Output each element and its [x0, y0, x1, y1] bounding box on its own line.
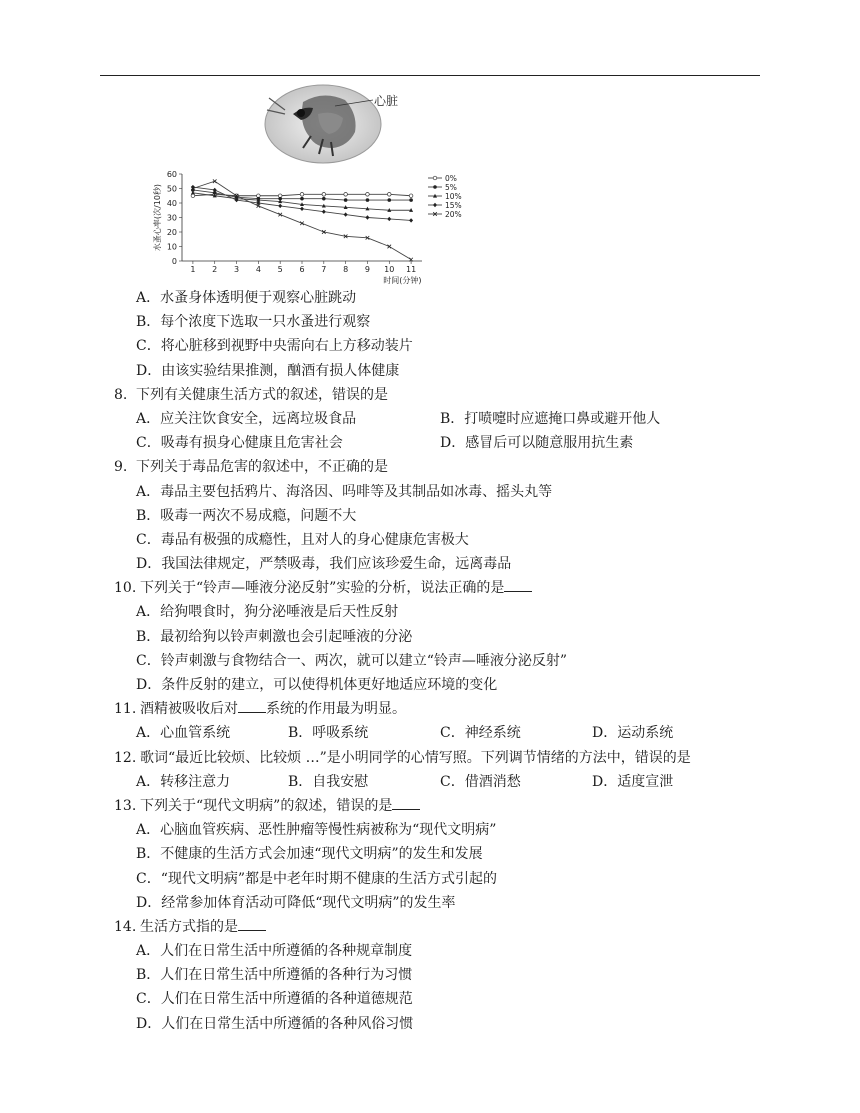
q10-text: 下列关于“铃声—唾液分泌反射”实验的分析，说法正确的是: [140, 580, 505, 597]
q14-option-d: D．人们在日常生活中所遵循的各种风俗习惯: [136, 1015, 414, 1032]
q8-stem: [114, 383, 754, 407]
legend-marker: [433, 176, 437, 180]
x-tick-label: 3: [233, 265, 240, 274]
x-tick-label: 11: [405, 265, 417, 274]
q13-answer-blank: [392, 795, 420, 810]
x-tick-label: 5: [277, 265, 283, 274]
y-tick-label: 50: [166, 184, 177, 194]
data-point: [387, 217, 391, 221]
q14-option-b: B．人们在日常生活中所遵循的各种行为习惯: [136, 967, 413, 984]
q8-option-b: B．打喷嚏时应遮掩口鼻或避开他人: [440, 410, 661, 427]
data-point: [344, 212, 348, 216]
q8-option-c: C．吸毒有损身心健康且危害社会: [136, 435, 343, 452]
q13-option-d: D．经常参加体育活动可降低“现代文明病”的发生率: [136, 894, 456, 911]
data-point: [387, 245, 391, 249]
water-flea-image: [263, 84, 423, 164]
data-point: [278, 213, 282, 217]
data-point: [191, 191, 195, 195]
data-point: [322, 197, 326, 201]
y-tick-label: 20: [166, 228, 177, 237]
q14-number: 14.: [114, 918, 137, 935]
data-point: [213, 188, 217, 192]
legend-label-4: 20%: [445, 210, 462, 219]
q14-text: 生活方式指的是: [140, 918, 238, 935]
q12-option-b: B．自我安慰: [288, 773, 369, 790]
q7-option-b: B．每个浓度下选取一只水蚤进行观察: [136, 314, 371, 331]
q12-option-a: A．转移注意力: [136, 773, 231, 790]
q11-text-after: 系统的作用最为明显。: [266, 701, 406, 718]
q13-option-a: A．心脑血管疾病、恶性肿瘤等慢性病被称为“现代文明病”: [136, 822, 497, 839]
data-point: [409, 194, 413, 198]
q14-option-c: C．人们在日常生活中所遵循的各种道德规范: [136, 991, 413, 1008]
q12-number: 12.: [114, 749, 137, 766]
q10-option-c: C．铃声刺激与食物结合一、两次，就可以建立“铃声—唾液分泌反射”: [136, 652, 568, 669]
q13-stem: [114, 794, 754, 818]
y-axis-label: 水蚤心率(次/10秒): [153, 183, 162, 252]
q12-option-c: C．借酒消愁: [440, 773, 521, 790]
q8-number: 8.: [114, 386, 128, 403]
q12-options: [114, 770, 754, 794]
y-tick-label: 10: [166, 242, 177, 252]
x-tick-label: 8: [343, 265, 349, 274]
q13-option-c: C．“现代文明病”都是中老年时期不健康的生活方式引起的: [136, 870, 498, 887]
y-tick-label: 30: [166, 213, 177, 223]
data-point: [300, 207, 304, 211]
q10-option-a: A．给狗喂食时，狗分泌唾液是后天性反射: [136, 604, 399, 621]
q11-option-d: D．运动系统: [592, 725, 674, 742]
q9-number: 9.: [114, 459, 128, 476]
legend-marker: [433, 185, 437, 189]
legend-label-0: 0%: [445, 174, 457, 183]
q12-stem: [114, 746, 754, 770]
data-point: [191, 194, 195, 198]
x-axis-label: 时间(分钟): [383, 276, 422, 285]
data-point: [322, 193, 326, 197]
heart-rate-line-chart: [140, 166, 470, 286]
q7-option-a: A．水蚤身体透明便于观察心脏跳动: [136, 290, 357, 306]
q12-text: 歌词“最近比较烦、比较烦 …”是小明同学的心情写照。下列调节情绪的方法中，错误的是: [140, 749, 691, 766]
q9-option-c: C．毒品有极强的成瘾性，且对人的身心健康危害极大: [136, 531, 469, 548]
q8-option-d: D．感冒后可以随意服用抗生素: [440, 435, 634, 452]
q10-stem: [114, 576, 754, 600]
q9-option-d: D．我国法律规定，严禁吸毒，我们应该珍爱生命，远离毒品: [136, 556, 512, 573]
q14-answer-blank: [238, 916, 266, 931]
q11-number: 11.: [114, 701, 137, 718]
heart-label: 心脏: [374, 94, 399, 108]
q7-option-c: C．将心脏移到视野中央需向右上方移动装片: [136, 338, 413, 355]
q10-option-d: D．条件反射的建立，可以使得机体更好地适应环境的变化: [136, 677, 498, 693]
q8-option-a: A．应关注饮食安全，远离垃圾食品: [136, 410, 357, 427]
q11-stem: [114, 697, 754, 721]
data-point: [300, 197, 304, 201]
legend-label-1: 5%: [445, 183, 457, 192]
x-tick-label: 10: [384, 265, 395, 274]
q9-option-a: A．毒品主要包括鸦片、海洛因、吗啡等及其制品如冰毒、摇头丸等: [136, 483, 553, 500]
x-tick-label: 6: [299, 265, 305, 274]
q11-option-a: A．心血管系统: [136, 725, 231, 742]
question-list: [114, 286, 754, 1036]
data-point: [387, 198, 391, 202]
q13-option-b: B．不健康的生活方式会加速“现代文明病”的发生和发展: [136, 846, 483, 863]
q13-text: 下列关于“现代文明病”的叙述，错误的是: [140, 797, 393, 814]
q9-stem: [114, 455, 754, 479]
legend-label-2: 10%: [445, 192, 462, 201]
data-point: [344, 193, 348, 197]
x-tick-label: 4: [255, 265, 261, 274]
legend-marker: [433, 203, 437, 207]
q9-text: 下列关于毒品危害的叙述中，不正确的是: [136, 459, 388, 476]
q8-text: 下列有关健康生活方式的叙述，错误的是: [136, 386, 388, 403]
header-rule: [100, 75, 760, 76]
q14-stem: [114, 915, 754, 939]
data-point: [344, 198, 348, 202]
q10-answer-blank: [504, 577, 532, 592]
y-tick-label: 60: [166, 170, 177, 179]
y-tick-label: 0: [171, 257, 177, 266]
x-tick-label: 1: [190, 265, 196, 274]
q12-option-d: D．适度宣泄: [592, 773, 674, 790]
q9-option-b: B．吸毒一两次不易成瘾，问题不大: [136, 507, 357, 524]
q8-options-row-1: [114, 407, 754, 431]
data-point: [300, 222, 304, 226]
q8-options-row-2: [114, 431, 754, 455]
q13-number: 13.: [114, 797, 137, 814]
data-point: [300, 193, 304, 197]
q11-text-before: 酒精被吸收后对: [140, 701, 238, 718]
q11-answer-blank: [238, 698, 266, 713]
y-tick-label: 40: [166, 199, 177, 208]
data-point: [278, 204, 282, 208]
data-point: [409, 218, 413, 222]
q11-options: [114, 721, 754, 745]
data-point: [365, 215, 369, 219]
data-point: [409, 198, 413, 202]
data-point: [366, 198, 370, 202]
q14-option-a: A．人们在日常生活中所遵循的各种规章制度: [136, 943, 413, 960]
legend-label-3: 15%: [445, 201, 462, 210]
x-tick-label: 9: [364, 265, 371, 274]
q7-option-d: D．由该实验结果推测，酗酒有损人体健康: [136, 362, 400, 379]
q10-number: 10.: [114, 580, 137, 597]
data-point: [366, 193, 370, 197]
x-tick-label: 2: [212, 265, 218, 274]
q11-option-c: C．神经系统: [440, 725, 521, 742]
x-tick-label: 7: [321, 265, 327, 274]
data-point: [322, 210, 326, 214]
q10-option-b: B．最初给狗以铃声刺激也会引起唾液的分泌: [136, 628, 413, 645]
q11-option-b: B．呼吸系统: [288, 725, 369, 742]
data-point: [387, 193, 391, 197]
